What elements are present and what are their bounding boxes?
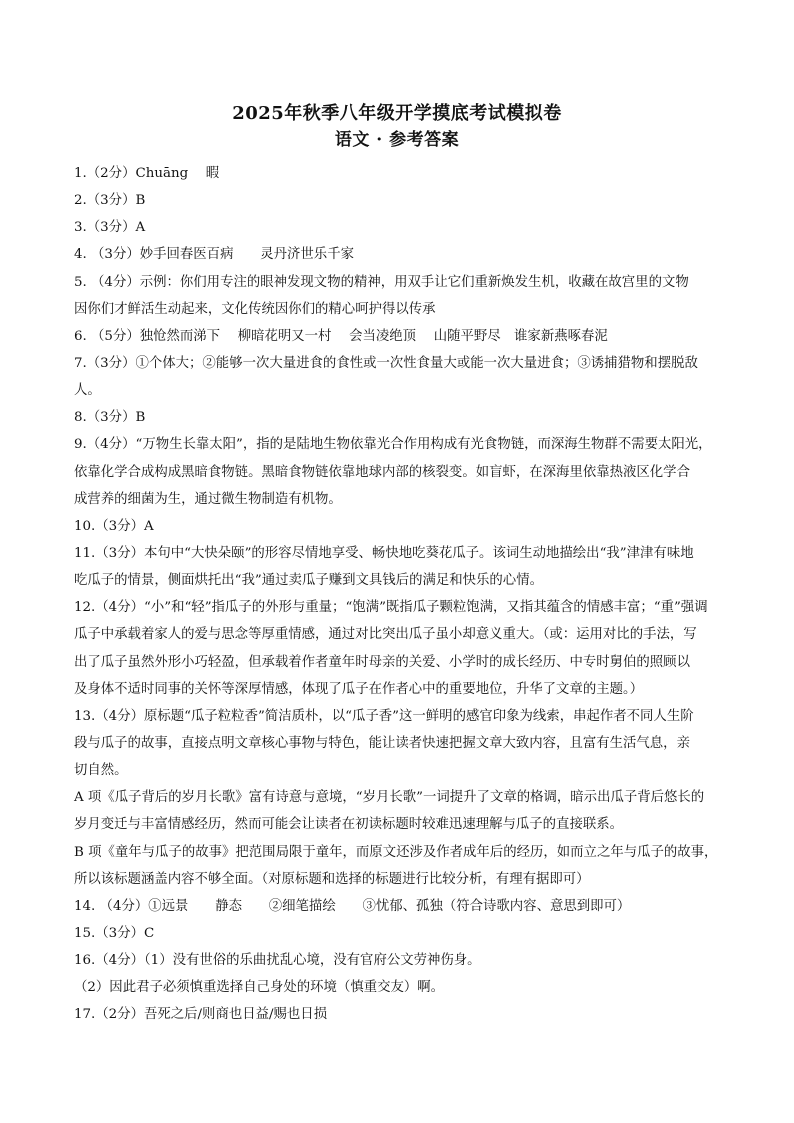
answer-line: 7.（3分）①个体大；②能够一次大量进食的食性或一次性食量大或能一次大量进食；③诱捕猎物和摆脱敌 — [74, 355, 698, 371]
answer-line: 1.（2分）Chuāng 暇 — [74, 166, 220, 181]
answer-line: 6. （5分）独怆然而涕下 柳暗花明又一村 会当凌绝顶 山随平野尽 谁家新燕啄春泥 — [74, 328, 608, 344]
answer-line: 14. （4分）①远景 静态 ②细笔描绘 ③忧郁、孤独（符合诗歌内容、意思到即可） — [74, 898, 631, 914]
answer-line: 2.（3分）B — [74, 193, 146, 209]
answer-line: 10.（3分）A — [74, 518, 154, 534]
answer-line: 人。 — [74, 383, 101, 399]
answer-line: 所以该标题涵盖内容不够全面。（对原标题和选择的标题进行比较分析，有理有据即可） — [74, 871, 590, 887]
answer-line: 16.（4分）（1）没有世俗的乐曲扰乱心境，没有官府公文劳神伤身。 — [74, 953, 481, 969]
answer-line: 瓜子中承载着家人的爱与思念等厚重情感，通过对比突出瓜子虽小却意义重大。（或：运用对比的手法，写 — [74, 627, 697, 643]
answer-line: 9.（4分）“万物生长靠太阳”，指的是陆地生物依靠光合作用构成有光食物链，而深海生物群不需要太阳光， — [74, 437, 712, 453]
answer-line: 12.（4分）“小”和“轻”指瓜子的外形与重量；“饱满”既指瓜子颗粒饱满，又指其蕴含的情感丰富；“重”强调 — [74, 600, 708, 616]
answer-line: 17.（2分）吾死之后/则商也日益/赐也日损 — [74, 1007, 328, 1023]
answer-line: 段与瓜子的故事，直接点明文章核心事物与特色，能让读者快速把握文章大致内容，且富有生活气息，亲 — [74, 735, 690, 751]
answer-line: 切自然。 — [74, 763, 128, 779]
answer-line: 5. （4分）示例：你们用专注的眼神发现文物的精神，用双手让它们重新焕发生机，收藏在故宫里的文物 — [74, 274, 689, 290]
answer-line: 3.（3分）A — [74, 220, 146, 236]
answer-line: 及身体不适时同事的关怀等深厚情感，体现了瓜子在作者心中的重要地位，升华了文章的主题。） — [74, 681, 644, 697]
answer-line: （2）因此君子必须慎重选择自己身处的环境（慎重交友）啊。 — [74, 980, 445, 996]
document-subtitle: 语文 · 参考答案 — [334, 130, 460, 150]
answer-body — [74, 160, 722, 1029]
answer-line: 依靠化学合成构成黑暗食物链。黑暗食物链依靠地球内部的核裂变。如盲虾，在深海里依靠热液区化学合 — [74, 464, 690, 480]
answer-line: 因你们才鲜活生动起来，文化传统因你们的精心呵护得以传承 — [74, 301, 436, 317]
answer-line: 成营养的细菌为生，通过微生物制造有机物。 — [74, 491, 342, 507]
document-title: 2025年秋季八年级开学摸底考试模拟卷 — [232, 103, 562, 124]
answer-line: B 项《童年与瓜子的故事》把范围局限于童年，而原文还涉及作者成年后的经历，如而立之年与瓜子的故事， — [74, 844, 718, 860]
answer-line: 13.（4分）原标题“瓜子粒粒香”简洁质朴，以“瓜子香”这一鲜明的感官印象为线索，串起作者不同人生阶 — [74, 708, 694, 724]
answer-line: A 项《瓜子背后的岁月长歌》富有诗意与意境，“岁月长歌”一词提升了文章的格调，暗示出瓜子背后悠长的 — [74, 790, 705, 806]
answer-line: 15.（3分）C — [74, 925, 155, 941]
answer-line: 出了瓜子虽然外形小巧轻盈，但承载着作者童年时母亲的关爱、小学时的成长经历、中专时舅伯的照顾以 — [74, 654, 690, 670]
answer-line: 11.（3分）本句中“大快朵颐”的形容尽情地享受、畅快地吃葵花瓜子。该词生动地描绘出“我”津津有味地 — [74, 545, 694, 561]
answer-line: 4. （3分）妙手回春医百病 灵丹济世乐千家 — [74, 247, 354, 263]
answer-line: 岁月变迁与丰富情感经历，然而可能会让读者在初读标题时较难迅速理解与瓜子的直接联系。 — [74, 817, 624, 833]
answer-line: 吃瓜子的情景，侧面烘托出“我”通过卖瓜子赚到文具钱后的满足和快乐的心情。 — [74, 573, 543, 589]
answer-line: 8.（3分）B — [74, 410, 146, 426]
